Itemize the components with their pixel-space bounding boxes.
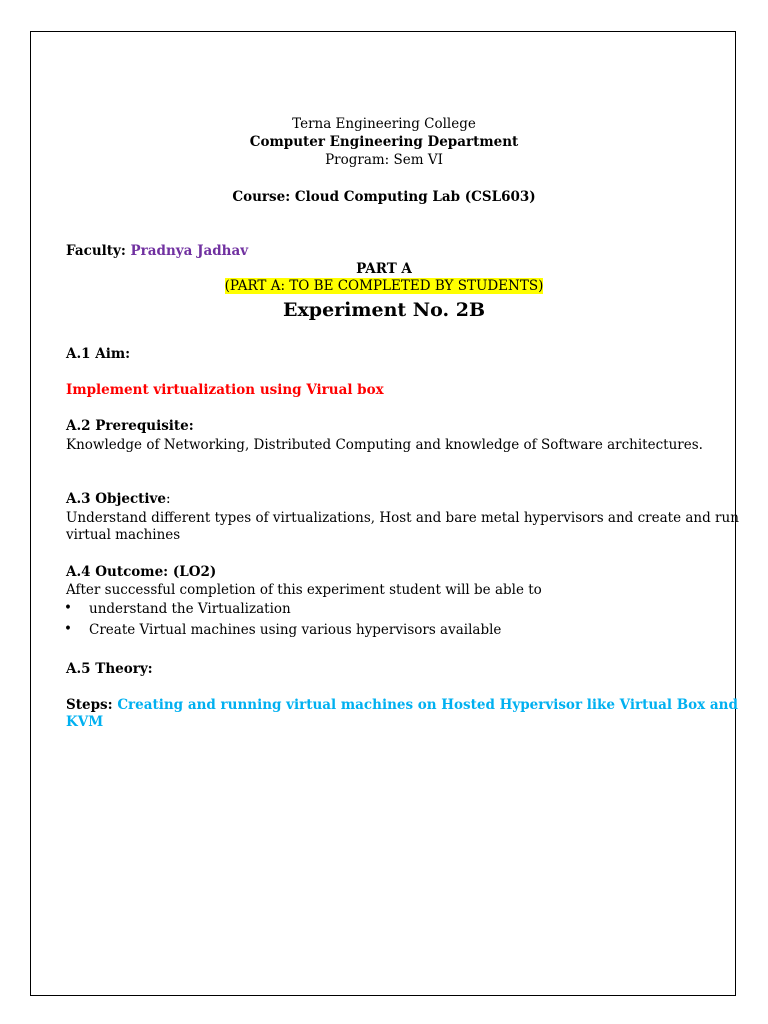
part-title: PART A: [356, 261, 412, 277]
prerequisite-heading: A.2 Prerequisite:: [66, 418, 194, 434]
aim-text: Implement virtualization using Virual box: [66, 382, 384, 398]
bullet-icon: •: [64, 600, 72, 616]
steps-label: Steps:: [66, 697, 113, 713]
part-note-row: [31, 278, 737, 295]
outcome-intro: After successful completion of this experiment student will be able to: [66, 582, 542, 598]
prerequisite-text: Knowledge of Networking, Distributed Computing and knowledge of Software architectures.: [66, 437, 703, 453]
steps-line-1: [66, 697, 738, 714]
experiment-title: Experiment No. 2B: [282, 299, 486, 321]
outcome-item: Create Virtual machines using various hypervisors available: [89, 622, 502, 638]
objective-colon: :: [165, 491, 171, 507]
objective-heading-row: [66, 491, 171, 508]
college-name: Terna Engineering College: [292, 116, 476, 132]
aim-heading: A.1 Aim:: [66, 346, 131, 362]
faculty-label: Faculty:: [66, 243, 126, 259]
faculty-name: Pradnya Jadhav: [130, 243, 249, 259]
course-line: Course: Cloud Computing Lab (CSL603): [232, 189, 536, 205]
program-line: Program: Sem VI: [325, 152, 443, 168]
bullet-icon: •: [64, 621, 72, 637]
objective-line-2: virtual machines: [66, 527, 181, 543]
objective-line-1: Understand different types of virtualizations, Host and bare metal hypervisors and create and run: [66, 510, 739, 526]
outcome-heading: A.4 Outcome: (LO2): [66, 564, 217, 580]
faculty-line: [66, 243, 248, 260]
objective-heading: A.3 Objective: [66, 491, 166, 507]
part-note: (PART A: TO BE COMPLETED BY STUDENTS): [224, 278, 544, 294]
department-name: Computer Engineering Department: [249, 134, 519, 150]
steps-line-2: KVM: [66, 714, 104, 730]
document-page: [30, 31, 739, 996]
steps-text: Creating and running virtual machines on Hosted Hypervisor like Virtual Box and: [117, 697, 738, 713]
theory-heading: A.5 Theory:: [66, 661, 153, 677]
outcome-item: understand the Virtualization: [89, 601, 291, 617]
